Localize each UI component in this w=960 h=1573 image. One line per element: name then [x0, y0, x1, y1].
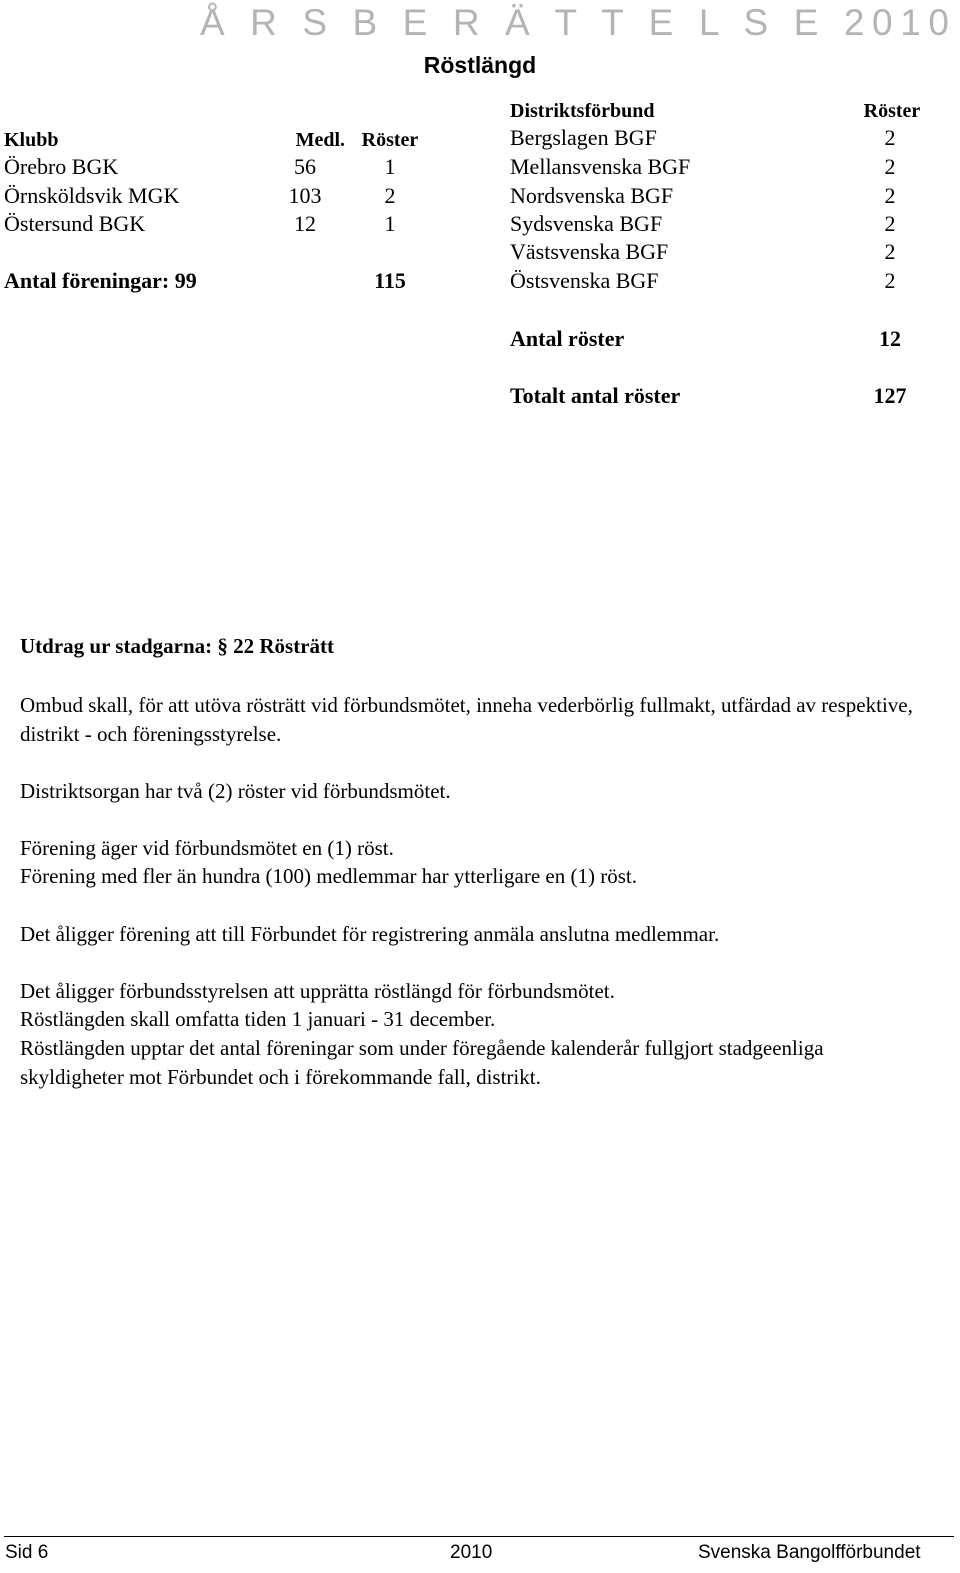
clubs-total-votes: 115: [374, 268, 406, 293]
club-name: Örebro BGK: [4, 154, 119, 179]
district-name: Nordsvenska BGF: [510, 183, 674, 208]
statute-paragraph: Det åligger förening att till Förbundet för registrering anmäla anslutna medlemmar.: [20, 922, 720, 946]
club-votes: 1: [384, 154, 396, 179]
statute-paragraph: Röstlängden upptar det antal föreningar som under föregående kalenderår fullgjort stadgeenliga skyldigheter mot Förbundet och i förekommande fall, distrikt.: [20, 1036, 824, 1089]
statute-paragraph: Ombud skall, för att utöva rösträtt vid förbundsmötet, inneha vederbörlig fullmakt, utfärdad av respektive, distrikt - och föreningsstyrelse.: [20, 693, 913, 746]
footer-page-number: Sid 6: [5, 1542, 49, 1563]
footer-organization: Svenska Bangolfförbundet: [698, 1542, 921, 1563]
district-votes: 2: [884, 125, 896, 150]
statute-paragraph: Det åligger förbundsstyrelsen att upprätta röstlängd för förbundsmötet.: [20, 979, 615, 1003]
statute-paragraph: Röstlängden skall omfatta tiden 1 januari - 31 december.: [20, 1007, 496, 1031]
clubs-header-members: Medl.: [295, 129, 345, 151]
clubs-header-votes: Röster: [361, 129, 419, 151]
club-members: 12: [294, 211, 316, 236]
district-name: Mellansvenska BGF: [510, 154, 691, 179]
district-name: Västsvenska BGF: [510, 239, 669, 264]
club-votes: 1: [384, 211, 396, 236]
district-name: Östsvenska BGF: [510, 268, 659, 293]
club-members: 56: [294, 154, 316, 179]
district-votes: 2: [884, 239, 896, 264]
district-votes-label: Antal röster: [510, 326, 625, 351]
clubs-total-label: Antal föreningar: 99: [4, 268, 197, 293]
grand-total-label: Totalt antal röster: [510, 383, 681, 408]
districts-header-name: Distriktsförbund: [510, 100, 655, 122]
district-votes: 2: [884, 268, 896, 293]
club-name: Östersund BGK: [4, 211, 146, 236]
district-name: Sydsvenska BGF: [510, 211, 663, 236]
footer-year: 2010: [450, 1542, 493, 1563]
district-votes-total: 12: [879, 326, 901, 351]
footer-divider: [4, 1536, 954, 1537]
statute-paragraph: Förening äger vid förbundsmötet en (1) röst.: [20, 836, 394, 860]
statute-paragraph: Förening med fler än hundra (100) medlemmar har ytterligare en (1) röst.: [20, 864, 637, 888]
district-name: Bergslagen BGF: [510, 125, 657, 150]
club-votes: 2: [384, 183, 396, 208]
district-votes: 2: [884, 154, 896, 179]
statute-paragraph: Distriktsorgan har två (2) röster vid förbundsmötet.: [20, 779, 451, 803]
districts-header-votes: Röster: [863, 100, 921, 122]
district-votes: 2: [884, 183, 896, 208]
statute-heading: Utdrag ur stadgarna: § 22 Rösträtt: [20, 634, 335, 658]
club-name: Örnsköldsvik MGK: [4, 183, 180, 208]
section-title: Röstlängd: [423, 52, 537, 78]
report-title: Å R S B E R Ä T T E L S E 2010: [200, 2, 957, 43]
clubs-header-club: Klubb: [4, 129, 59, 151]
grand-total-value: 127: [873, 383, 907, 408]
club-members: 103: [288, 183, 322, 208]
district-votes: 2: [884, 211, 896, 236]
